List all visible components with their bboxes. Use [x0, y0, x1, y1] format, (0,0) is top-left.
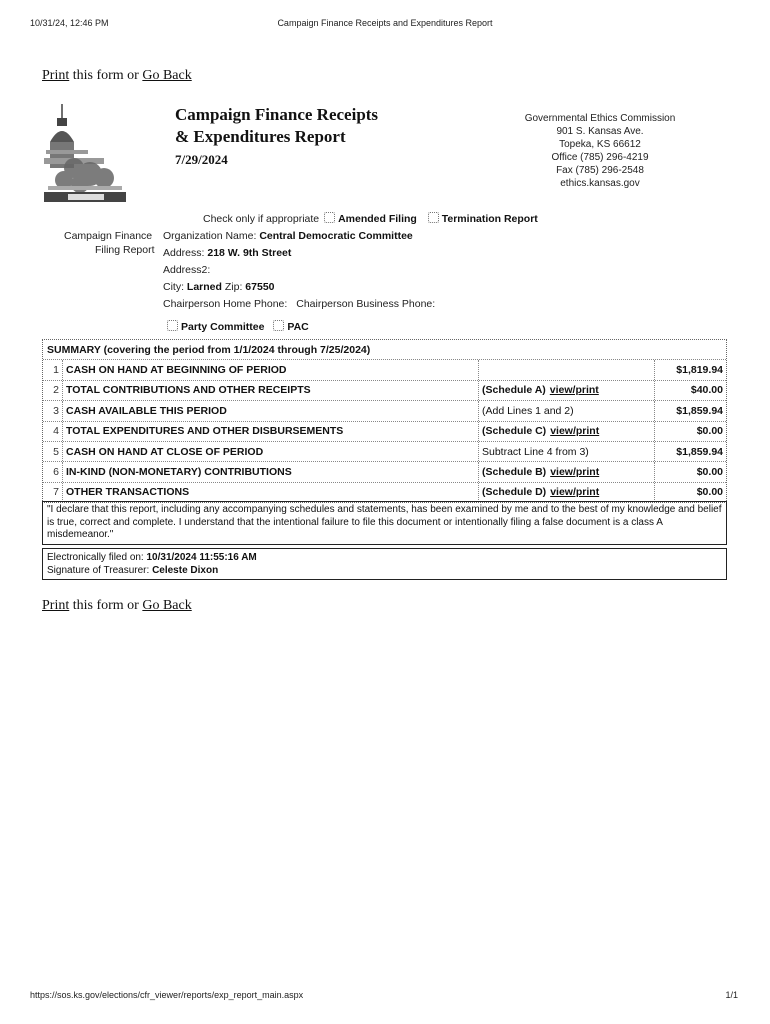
table-row [43, 401, 726, 421]
pac-checkbox[interactable] [273, 320, 284, 331]
print-page-title: Campaign Finance Receipts and Expenditures Report [277, 18, 493, 28]
line-amount: $0.00 [696, 466, 723, 479]
electronic-filing-box [42, 548, 727, 580]
address-row [163, 247, 291, 259]
schedule-c-view-print-link[interactable]: view/print [550, 425, 600, 438]
print-datetime: 10/31/24, 12:46 PM [30, 18, 109, 28]
line-number: 4 [43, 422, 63, 441]
side-label-line2: Filing Report [95, 244, 155, 256]
table-row [43, 360, 726, 380]
nav-mid-text: this form or [69, 68, 143, 83]
line-label: OTHER TRANSACTIONS [63, 483, 479, 502]
kansas-seal-image [44, 102, 126, 202]
line-amount: $1,859.94 [676, 445, 723, 458]
line-instruction: (Add Lines 1 and 2) [482, 404, 574, 417]
agency-street: 901 S. Kansas Ave. [556, 126, 644, 137]
schedule-b-view-print-link[interactable]: view/print [550, 466, 600, 479]
treasurer-signature-value: Celeste Dixon [152, 565, 219, 576]
line-amount: $40.00 [690, 384, 723, 397]
declaration-statement: "I declare that this report, including any accompanying schedules and statements, has been examined by me and to the best of my knowledge and belief is true, correct and complete. I understand that the intentional failure to file this document or intentionally filing a false document is a class A misdemeanor." [42, 501, 727, 545]
filed-on-value: 10/31/2024 11:55:16 AM [146, 552, 257, 563]
agency-city: Topeka, KS 66612 [559, 139, 641, 150]
go-back-link[interactable]: Go Back [142, 68, 192, 83]
print-page-count: 1/1 [725, 990, 738, 1000]
amended-filing-label: Amended Filing [338, 213, 417, 225]
line-label: IN-KIND (NON-MONETARY) CONTRIBUTIONS [63, 462, 479, 481]
line-reference [479, 442, 655, 461]
report-title-line2: & Expenditures Report [175, 127, 346, 146]
line-number: 1 [43, 360, 63, 379]
party-committee-label: Party Committee [181, 321, 265, 333]
agency-name: Governmental Ethics Commission [524, 113, 676, 124]
line-reference [479, 422, 655, 441]
print-link-bottom[interactable]: Print [42, 598, 70, 613]
table-row [43, 442, 726, 462]
table-row [43, 462, 726, 482]
go-back-link-bottom[interactable]: Go Back [142, 598, 192, 613]
line-number: 3 [43, 401, 63, 420]
treasurer-signature-row [47, 564, 722, 577]
agency-office-phone: Office (785) 296-4219 [551, 152, 649, 163]
nav-top [42, 68, 192, 84]
line-label: CASH ON HAND AT BEGINNING OF PERIOD [63, 360, 479, 379]
line-reference [479, 401, 655, 420]
zip-value: 67550 [245, 281, 275, 293]
line-amount: $0.00 [696, 486, 723, 499]
nav-bottom [42, 598, 192, 614]
zip-label: Zip: [224, 281, 243, 293]
amended-filing-checkbox[interactable] [324, 212, 335, 223]
table-row [43, 422, 726, 442]
line-number: 6 [43, 462, 63, 481]
address-value: 218 W. 9th Street [207, 247, 292, 259]
line-number: 7 [43, 483, 63, 502]
side-label-line1: Campaign Finance [64, 230, 153, 242]
city-zip-row [163, 281, 275, 293]
line-number: 2 [43, 381, 63, 400]
line-reference [479, 483, 655, 502]
line-amount: $1,819.94 [676, 364, 723, 377]
print-link[interactable]: Print [42, 68, 70, 83]
line-instruction: Subtract Line 4 from 3) [482, 445, 589, 458]
line-label: TOTAL EXPENDITURES AND OTHER DISBURSEMENTS [63, 422, 479, 441]
nav-mid-text-bottom: this form or [69, 598, 143, 613]
filed-on-row [47, 551, 722, 564]
city-label: City: [163, 281, 184, 293]
home-phone-label: Chairperson Home Phone: [163, 298, 288, 310]
print-url: https://sos.ks.gov/elections/cfr_viewer/reports/exp_report_main.aspx [30, 990, 304, 1000]
line-number: 5 [43, 442, 63, 461]
termination-report-checkbox[interactable] [428, 212, 439, 223]
committee-type-row [165, 320, 309, 333]
address2-row [163, 264, 210, 276]
phones-row [163, 298, 435, 310]
business-phone-label: Chairperson Business Phone: [296, 298, 436, 310]
line-reference [479, 462, 655, 481]
termination-report-label: Termination Report [441, 213, 538, 225]
schedule-a-view-print-link[interactable]: view/print [549, 384, 599, 397]
schedule-label: (Schedule A) [482, 384, 546, 397]
line-label: CASH AVAILABLE THIS PERIOD [63, 401, 479, 420]
report-title-line1: Campaign Finance Receipts [175, 105, 379, 124]
org-name-label: Organization Name: [163, 230, 257, 242]
agency-contact [500, 112, 700, 190]
report-date: 7/29/2024 [175, 152, 228, 167]
check-prompt: Check only if appropriate [203, 213, 320, 225]
party-committee-checkbox[interactable] [167, 320, 178, 331]
schedule-label: (Schedule C) [482, 425, 547, 438]
line-label: CASH ON HAND AT CLOSE OF PERIOD [63, 442, 479, 461]
org-name-value: Central Democratic Committee [259, 230, 413, 242]
table-row [43, 483, 726, 502]
org-name-row [163, 230, 413, 242]
address-label: Address: [163, 247, 205, 259]
filed-on-label: Electronically filed on: [47, 552, 144, 563]
city-value: Larned [186, 281, 222, 293]
summary-table [42, 339, 727, 503]
schedule-d-view-print-link[interactable]: view/print [550, 486, 600, 499]
address2-label: Address2: [163, 264, 211, 276]
line-amount: $1,859.94 [676, 404, 723, 417]
treasurer-signature-label: Signature of Treasurer: [47, 565, 150, 576]
line-amount: $0.00 [696, 425, 723, 438]
report-title-block [175, 104, 378, 170]
schedule-label: (Schedule D) [482, 486, 547, 499]
agency-website: ethics.kansas.gov [560, 178, 640, 189]
agency-fax: Fax (785) 296-2548 [556, 165, 644, 176]
line-reference [479, 381, 655, 400]
schedule-label: (Schedule B) [482, 466, 547, 479]
table-row [43, 381, 726, 401]
line-label: TOTAL CONTRIBUTIONS AND OTHER RECEIPTS [63, 381, 479, 400]
line-reference [479, 360, 655, 379]
filing-type-row [203, 212, 538, 225]
summary-heading: SUMMARY (covering the period from 1/1/2024 through 7/25/2024) [43, 340, 726, 360]
pac-label: PAC [287, 321, 309, 333]
